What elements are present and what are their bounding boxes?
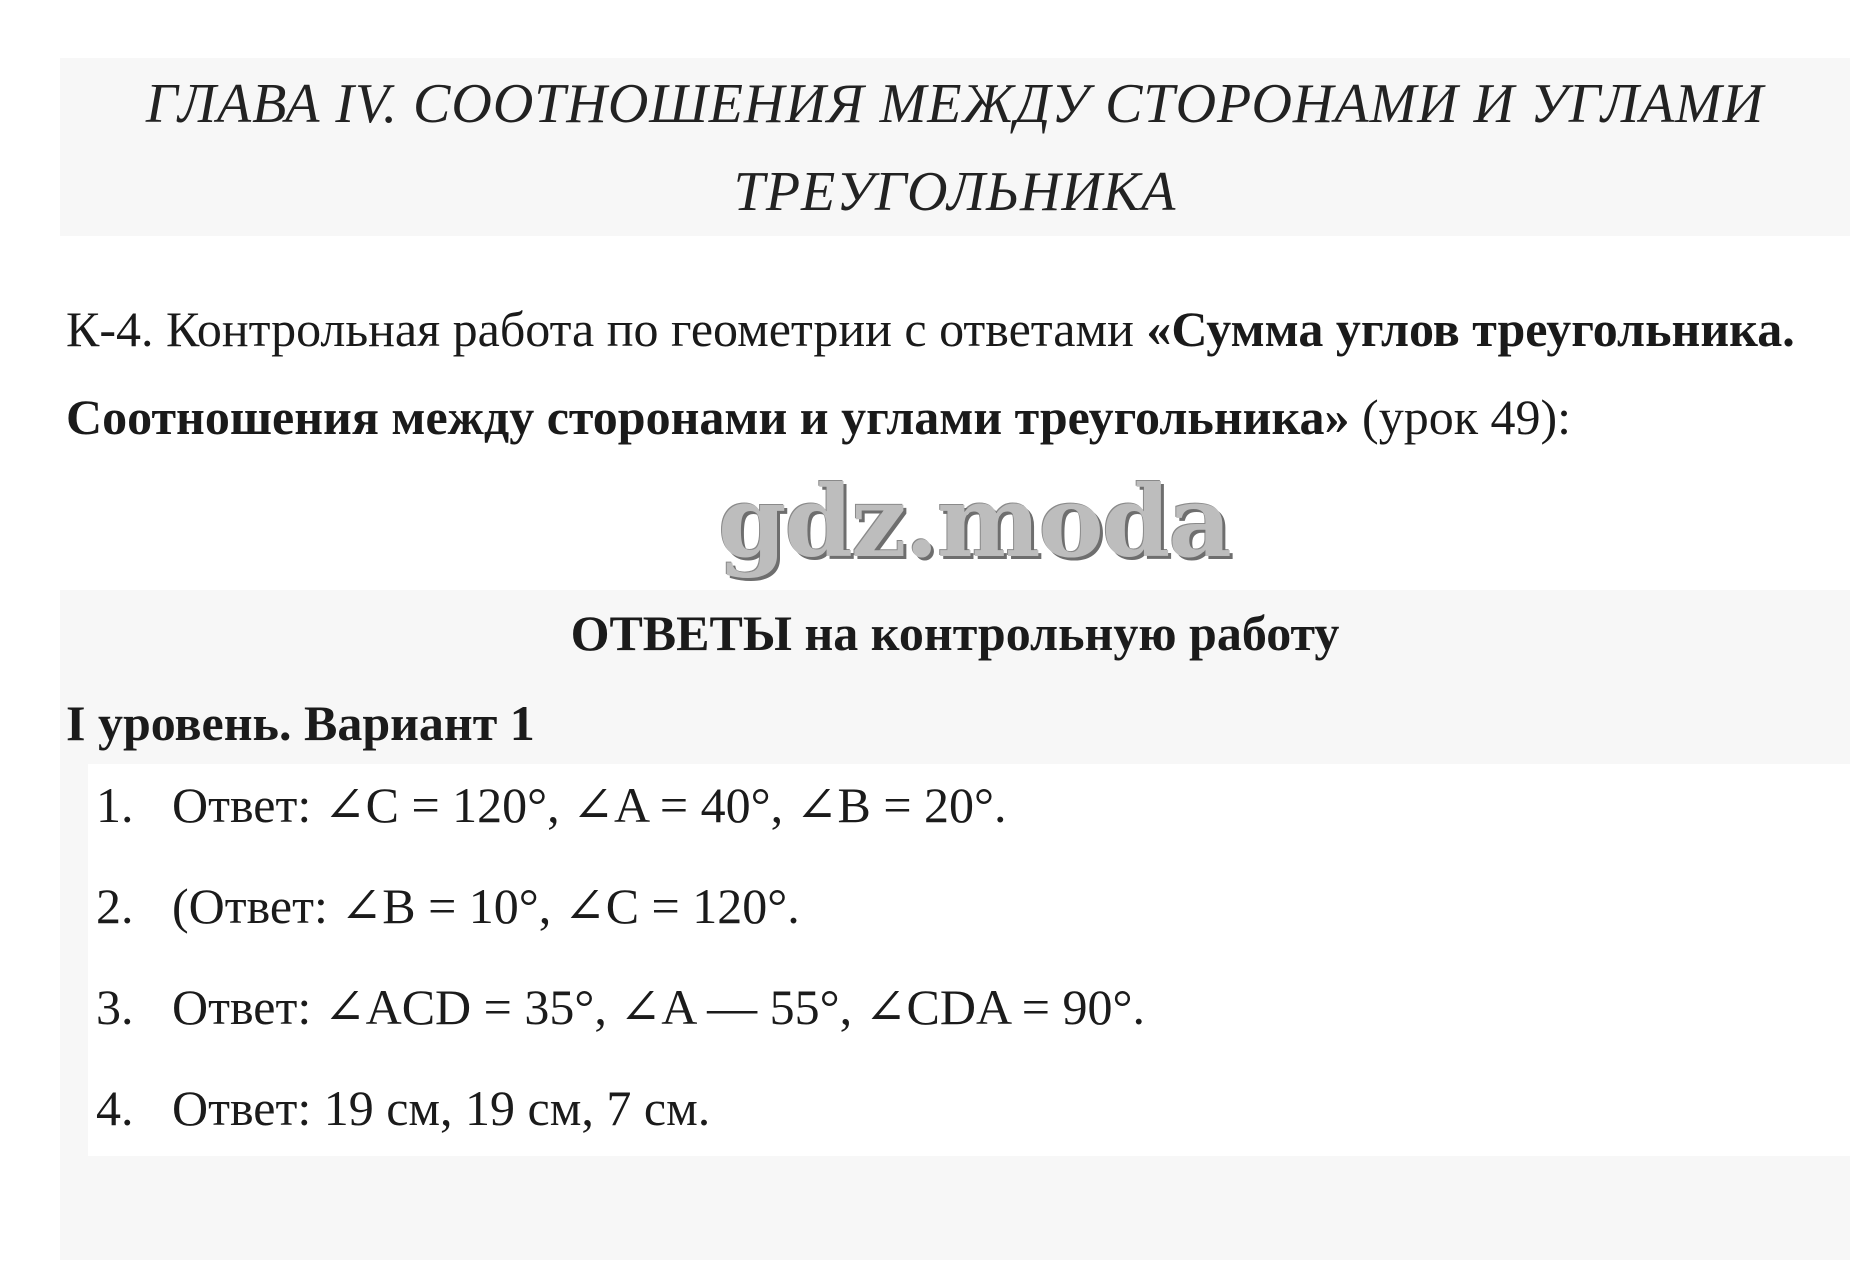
- answers-heading: ОТВЕТЫ на контрольную работу: [570, 605, 1340, 661]
- chapter-title-line-1: ГЛАВА IV. СООТНОШЕНИЯ МЕЖДУ СТОРОНАМИ И УГЛАМИ: [145, 73, 1765, 135]
- lesson-reference: (урок 49):: [1349, 389, 1572, 445]
- answer-number: 4.: [96, 1080, 134, 1136]
- chapter-title-line-2: ТРЕУГОЛЬНИКА: [733, 161, 1177, 223]
- answer-text: (Ответ: ∠B = 10°, ∠C = 120°.: [172, 878, 800, 934]
- chapter-title: [60, 60, 1850, 236]
- level-variant-heading: I уровень. Вариант 1: [66, 695, 535, 751]
- answer-item: [96, 1073, 1145, 1174]
- answer-item: [96, 770, 1145, 871]
- answers-list: [96, 770, 1145, 1174]
- answer-number: 1.: [96, 777, 134, 833]
- answer-number: 3.: [96, 979, 134, 1035]
- site-watermark: gdz.moda: [718, 465, 1230, 580]
- answer-item: [96, 972, 1145, 1073]
- answer-item: [96, 871, 1145, 972]
- answer-number: 2.: [96, 878, 134, 934]
- answer-text: Ответ: 19 см, 19 см, 7 см.: [172, 1080, 711, 1136]
- answer-text: Ответ: ∠ACD = 35°, ∠A — 55°, ∠CDA = 90°.: [172, 979, 1145, 1035]
- test-description: [66, 285, 1826, 461]
- test-topic-title: «Сумма углов треугольника. Соотношения между сторонами и углами треугольника»: [66, 301, 1795, 445]
- test-description-prefix: К-4. Контрольная работа по геометрии с ответами: [66, 301, 1147, 357]
- answer-text: Ответ: ∠C = 120°, ∠A = 40°, ∠B = 20°.: [172, 777, 1007, 833]
